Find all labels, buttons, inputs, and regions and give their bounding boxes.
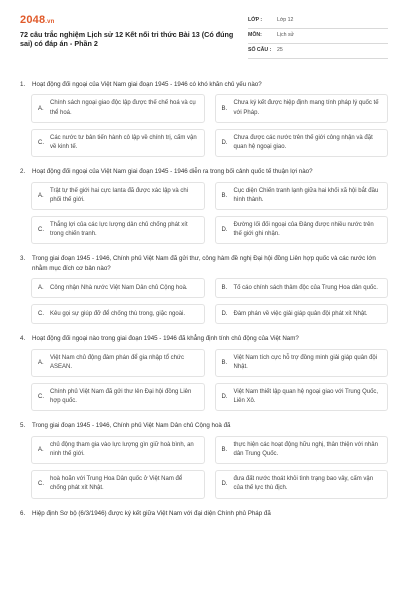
option-text: đưa đất nước thoát khỏi tình trạng bao vây, cấm vận của thế lực thù địch. xyxy=(233,476,374,492)
question-number: 6. xyxy=(20,509,26,517)
answer-option[interactable] xyxy=(215,129,389,157)
answer-option[interactable] xyxy=(215,470,389,498)
option-letter: B. xyxy=(221,285,228,292)
option-text: Đàm phán về việc giải giáp quân đội phát xít Nhật. xyxy=(233,310,368,317)
option-letter: D. xyxy=(221,140,228,147)
answer-options xyxy=(31,94,388,157)
option-letter: C. xyxy=(38,140,44,147)
question-number: 5. xyxy=(20,422,26,430)
question-text: Hoạt động đối ngoại của Việt Nam giai đoạn 1945 - 1946 có khó khăn chủ yếu nào? xyxy=(32,81,262,88)
answer-option[interactable] xyxy=(31,304,205,324)
answer-options xyxy=(31,182,388,245)
question-stem xyxy=(20,167,388,176)
document-title: 72 câu trắc nghiệm Lịch sử 12 Kết nối tri thức Bài 13 (Có đúng sai) có đáp án - Phần 2 xyxy=(20,30,234,48)
option-letter: C. xyxy=(38,311,44,318)
answer-option[interactable] xyxy=(31,436,205,464)
option-text: Tố cáo chính sách thâm độc của Trung Hoa dân quốc. xyxy=(233,284,378,291)
question-text: Trong giai đoạn 1945 - 1946, Chính phủ Việt Nam Dân chủ Cộng hoà đã xyxy=(32,422,231,430)
option-letter: D. xyxy=(221,227,228,234)
question-item xyxy=(20,334,388,411)
option-letter: A. xyxy=(38,447,44,454)
answer-option[interactable] xyxy=(31,216,205,244)
option-text: Đường lối đối ngoại của Đảng được nhiều nước trên thế giới ghi nhận. xyxy=(233,222,374,238)
answer-option[interactable] xyxy=(215,349,389,377)
answer-option[interactable] xyxy=(31,182,205,210)
meta-value: Lớp 12 xyxy=(277,17,294,23)
answer-option[interactable] xyxy=(31,470,205,498)
option-letter: B. xyxy=(221,359,228,366)
answer-option[interactable] xyxy=(215,94,389,122)
answer-option[interactable] xyxy=(215,278,389,298)
answer-option[interactable] xyxy=(31,383,205,411)
option-text: Công nhận Nhà nước Việt Nam Dân chủ Cộng hoà. xyxy=(50,284,188,291)
option-letter: B. xyxy=(221,105,228,112)
option-letter: D. xyxy=(221,394,228,401)
logo-text: 2048 xyxy=(20,14,46,26)
answer-option[interactable] xyxy=(215,304,389,324)
option-letter: A. xyxy=(38,285,44,292)
option-letter: C. xyxy=(38,227,44,234)
option-letter: A. xyxy=(38,359,44,366)
meta-value: 25 xyxy=(277,47,283,53)
option-text: Cục diện Chiến tranh lạnh giữa hai khối xã hội bắt đầu hình thành. xyxy=(233,187,379,203)
option-text: Việt Nam chủ động đàm phán để gia nhập tổ chức ASEAN. xyxy=(50,354,184,370)
question-item xyxy=(20,421,388,498)
option-text: hoà hoãn với Trung Hoa Dân quốc ở Việt Nam để chống phát xít Nhật. xyxy=(50,476,183,492)
meta-value: Lịch sử xyxy=(277,32,295,38)
answer-option[interactable] xyxy=(215,436,389,464)
question-text: Hoạt động đối ngoại của Việt Nam giai đoạn 1945 - 1946 diễn ra trong bối cảnh quốc tế thuận lợi nào? xyxy=(32,168,313,176)
option-letter: D. xyxy=(221,481,228,488)
meta-row-subject xyxy=(248,29,388,44)
site-logo[interactable] xyxy=(20,14,55,26)
question-number: 1. xyxy=(20,81,26,88)
question-item xyxy=(20,254,388,324)
option-letter: D. xyxy=(221,311,228,318)
option-letter: A. xyxy=(38,192,44,199)
question-item xyxy=(20,509,388,518)
question-stem xyxy=(20,509,388,518)
option-letter: A. xyxy=(38,105,44,112)
option-text: Trật tự thế giới hai cực Ianta đã được xác lập và chi phối thế giới. xyxy=(50,187,189,203)
option-text: Việt Nam thiết lập quan hệ ngoại giao với Trung Quốc, Liên Xô. xyxy=(233,389,379,405)
option-text: Việt Nam tích cực hỗ trợ đồng minh giải giáp quân đội Nhật. xyxy=(233,354,378,370)
meta-key: LỚP : xyxy=(248,17,263,23)
question-stem xyxy=(20,80,388,89)
question-text: Hoạt động đối ngoại nào trong giai đoạn 1945 - 1946 đã khẳng định tính chủ động của Việt Nam? xyxy=(32,335,299,343)
option-text: Chính phủ Việt Nam đã gửi thư lên Đại hội đồng Liên hợp quốc. xyxy=(50,389,192,405)
answer-option[interactable] xyxy=(215,216,389,244)
answer-options xyxy=(31,436,388,499)
question-number: 2. xyxy=(20,168,26,176)
option-text: thực hiện các hoạt động hữu nghị, thân thiện với nhân dân Trung Quốc. xyxy=(233,441,378,458)
option-text: Chính sách ngoại giao độc lập được thế chế hoá và cụ thể hoá. xyxy=(50,100,196,116)
answer-option[interactable] xyxy=(215,182,389,210)
option-text: chủ động tham gia vào lực lượng gìn giữ hoà bình, an ninh thế giới. xyxy=(50,441,194,458)
meta-row-class xyxy=(248,14,388,29)
answer-options xyxy=(31,278,388,324)
option-text: Chưa được các nước trên thế giới công nhận và đặt quan hệ ngoại giao. xyxy=(233,134,373,151)
question-text: Hiệp định Sơ bộ (6/3/1946) được ký kết giữa Việt Nam với đại diện Chính phủ Pháp đã xyxy=(32,509,271,517)
question-stem xyxy=(20,421,388,430)
answer-options xyxy=(31,349,388,412)
question-number: 4. xyxy=(20,335,26,343)
question-list xyxy=(20,80,388,528)
answer-option[interactable] xyxy=(31,94,205,122)
option-letter: B. xyxy=(221,192,228,199)
document-header xyxy=(20,10,388,62)
answer-option[interactable] xyxy=(31,129,205,157)
question-text: Trong giai đoạn 1945 - 1946, Chính phủ Việt Nam đã gửi thư, công hàm đề nghị Đại hội đồng Liên hợp quốc và các nước lớn nhằm mục đích cơ bản nào? xyxy=(32,255,376,272)
meta-key: SỐ CÂU : xyxy=(248,47,272,53)
option-text: Thắng lợi của các lực lượng dân chủ chống phát xít trong chiến tranh. xyxy=(50,222,188,238)
answer-option[interactable] xyxy=(215,383,389,411)
option-text: Các nước tư bản tiến hành cô lập về chính trị, cấm vận về kinh tế. xyxy=(50,134,197,151)
document-meta xyxy=(248,14,388,59)
option-letter: C. xyxy=(38,394,44,401)
question-item xyxy=(20,80,388,157)
question-stem xyxy=(20,334,388,343)
meta-row-count xyxy=(248,44,388,59)
option-letter: C. xyxy=(38,481,44,488)
question-item xyxy=(20,167,388,244)
answer-option[interactable] xyxy=(31,278,205,298)
option-text: Kêu gọi sự giúp đỡ để chống thù trong, giặc ngoài. xyxy=(50,310,186,317)
question-stem xyxy=(20,254,388,273)
question-number: 3. xyxy=(20,255,26,263)
answer-option[interactable] xyxy=(31,349,205,377)
meta-key: MÔN: xyxy=(248,32,262,38)
option-text: Chưa ký kết được hiệp định mang tính pháp lý quốc tế với Pháp. xyxy=(233,100,379,116)
option-letter: B. xyxy=(221,447,228,454)
logo-suffix: .vn xyxy=(45,19,55,25)
